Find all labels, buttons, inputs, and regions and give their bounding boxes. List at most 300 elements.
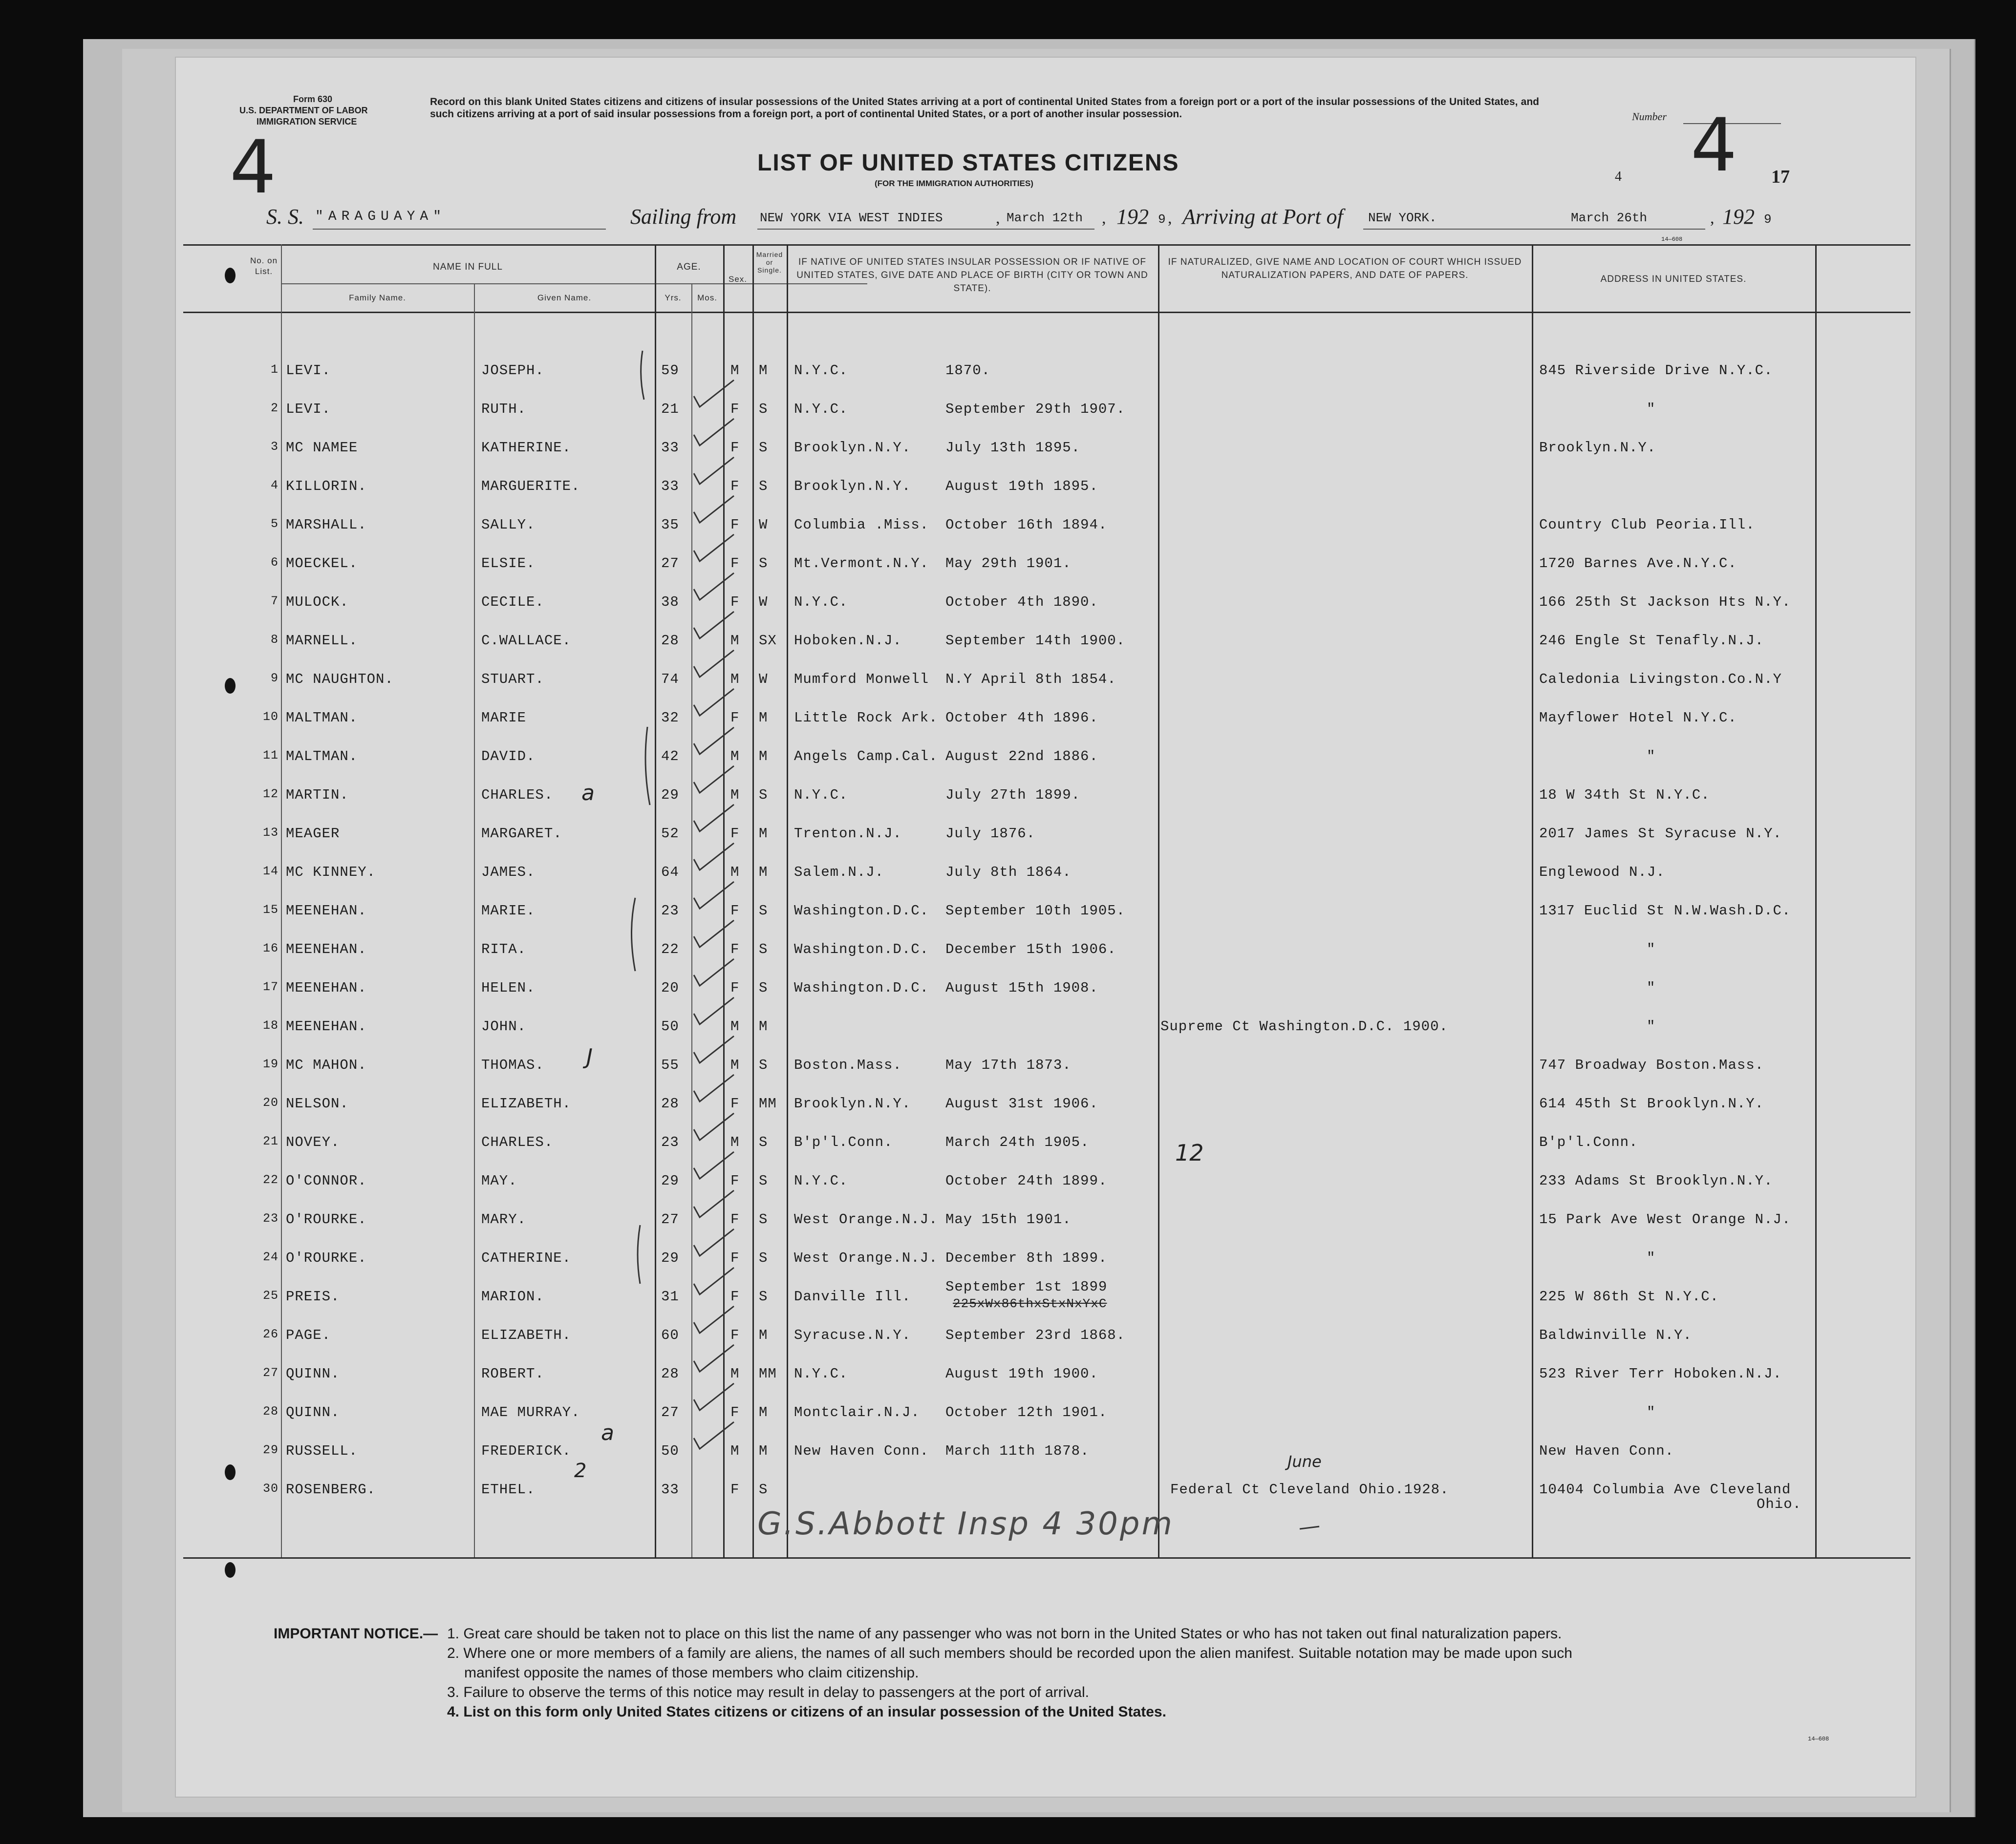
cell-no: 26 [262,1327,279,1341]
cell-given: HELEN. [481,980,536,996]
col-sex-header: Sex. [728,275,748,284]
arrival-year: 192 [1722,205,1755,229]
cell-date: October 4th 1890. [945,594,1098,610]
cell-sex: M [730,633,740,649]
cell-sex: M [730,748,740,764]
col-married-header: Married or Single. [756,251,783,274]
check-mark-icon [694,1422,734,1449]
cell-given: CHARLES. [481,787,554,803]
cell-family: MOECKEL. [286,555,358,572]
cell-age: 28 [661,1096,679,1112]
cell-ms: S [759,1134,768,1150]
cell-addr: Country Club Peoria.Ill. [1539,517,1755,533]
cell-family: QUINN. [286,1404,340,1420]
arriving-label: Arriving at Port of [1182,205,1343,229]
cell-no: 27 [262,1366,279,1380]
comma-2: , [1102,209,1106,227]
cell-given: MAY. [481,1173,517,1189]
notice-item-3: 3. Failure to observe the terms of this notice may result in delay to passengers at the port of arrival. [447,1684,1089,1700]
cell-family: MARNELL. [286,633,358,649]
cell-ms: M [759,748,768,764]
cell-date: March 11th 1878. [945,1443,1090,1459]
page-ref-left: 4 [1615,169,1622,184]
cell-family: MEENEHAN. [286,941,367,957]
cell-place: Mumford Monwell [794,671,929,687]
cell-age: 33 [661,440,679,456]
cell-given: CATHERINE. [481,1250,572,1266]
cell-addr: Caledonia Livingston.Co.N.Y [1539,671,1782,687]
cell-date: September 29th 1907. [945,401,1126,417]
cell-date: August 31st 1906. [945,1096,1098,1112]
cell-sex: F [730,941,740,957]
page-title: LIST OF UNITED STATES CITIZENS [757,150,1180,176]
cell-given: CECILE. [481,594,544,610]
cell-family: ROSENBERG. [286,1482,376,1498]
cell-no: 30 [262,1482,279,1496]
cell-sex: F [730,1404,740,1420]
cell-age: 27 [661,1211,679,1228]
cell-given: ELIZABETH. [481,1096,572,1112]
cell-place: Little Rock Ark. [794,710,938,726]
cell-ms: W [759,594,768,610]
record-note: Record on this blank United States citizens and citizens of insular possessions of the United States arriving at a port of continental United States from a foreign port or a port of the insular possessions of the United States, and such citizens arriving at a port of said insular possessions from a foreign port, a port of continental United States, or a port of another insular possession. [430,96,1539,120]
check-mark-icon [694,1036,734,1063]
cell-given: MAE MURRAY. [481,1404,580,1420]
cell-place: Brooklyn.N.Y. [794,478,911,494]
cell-family: QUINN. [286,1366,340,1382]
cell-date: May 17th 1873. [945,1057,1072,1073]
cell-place: New Haven Conn. [794,1443,929,1459]
cell-no: 14 [262,864,279,878]
cell-addr: 1317 Euclid St N.W.Wash.D.C. [1539,903,1791,919]
notice-item-2b: manifest opposite the names of those members who claim citizenship. [464,1665,919,1681]
cell-ms: S [759,903,768,919]
check-mark-icon [694,805,734,831]
cell-no: 4 [270,478,279,492]
cell-date-struck: 225xWx86thxStxNxYxC [953,1296,1107,1311]
cell-age: 23 [661,1134,679,1150]
cell-sex: F [730,1211,740,1228]
cell-place: N.Y.C. [794,594,848,610]
cell-family: MALTMAN. [286,710,358,726]
cell-date: N.Y April 8th 1854. [945,671,1116,687]
cell-age: 64 [661,864,679,880]
cell-place: N.Y.C. [794,1173,848,1189]
cell-no: 24 [262,1250,279,1264]
cell-place: Trenton.N.J. [794,826,902,842]
cell-age: 20 [661,980,679,996]
cell-age: 33 [661,1482,679,1498]
cell-given: FREDERICK. [481,1443,572,1459]
check-mark-icon [694,457,734,484]
cell-date: September 10th 1905. [945,903,1126,919]
pencil-bracket [641,351,644,400]
cell-given: MARIE [481,710,527,726]
cell-date: September 23rd 1868. [945,1327,1126,1343]
cell-given: THOMAS. [481,1057,544,1073]
handwritten-number-left: 4 [230,125,277,210]
cell-ms: W [759,671,768,687]
cell-date: July 1876. [945,826,1036,842]
cell-addr: " [1647,401,1656,417]
check-mark-icon [694,766,734,793]
cell-age: 50 [661,1443,679,1459]
cell-addr: 166 25th St Jackson Hts N.Y. [1539,594,1791,610]
cell-addr: " [1647,748,1656,764]
cell-date: September 1st 1899 [945,1279,1108,1295]
annotation-row12: a [581,781,595,805]
margin-note-12: 12 [1175,1140,1204,1166]
printer-code: 14—608 [1661,236,1683,243]
cell-family: MULOCK. [286,594,349,610]
cell-sex: F [730,1289,740,1305]
cell-addr: 614 45th St Brooklyn.N.Y. [1539,1096,1764,1112]
cell-no: 10 [262,710,279,724]
cell-family: MC MAHON. [286,1057,367,1073]
cell-ms: M [759,710,768,726]
arrival-date: March 26th [1571,211,1648,225]
cell-sex: M [730,1134,740,1150]
cell-sex: F [730,1096,740,1112]
cell-ms: M [759,1404,768,1420]
cell-place: Hoboken.N.J. [794,633,902,649]
cell-ms: M [759,1443,768,1459]
cell-sex: F [730,1327,740,1343]
cell-date: December 8th 1899. [945,1250,1108,1266]
cell-given: MARGUERITE. [481,478,580,494]
cell-age: 59 [661,362,679,379]
sailing-from: NEW YORK VIA WEST INDIES [760,211,943,225]
sailing-label: Sailing from [630,205,737,229]
cell-date: August 19th 1900. [945,1366,1098,1382]
page-ref-right: 17 [1771,167,1790,187]
cell-no: 12 [262,787,279,801]
annotation-june: June [1287,1452,1322,1471]
comma-3: , [1168,209,1172,227]
cell-given: ROBERT. [481,1366,544,1382]
cell-date: October 24th 1899. [945,1173,1108,1189]
notice-heading: IMPORTANT NOTICE.— [274,1626,438,1642]
cell-given: ETHEL. [481,1482,536,1498]
cell-age: 42 [661,748,679,764]
cell-age: 29 [661,1173,679,1189]
cell-addr: 845 Riverside Drive N.Y.C. [1539,362,1773,379]
cell-family: MALTMAN. [286,748,358,764]
cell-date: 1870. [945,362,991,379]
cell-place: N.Y.C. [794,401,848,417]
check-mark-icon [694,534,734,561]
cell-date: July 13th 1895. [945,440,1081,456]
cell-date: May 15th 1901. [945,1211,1072,1228]
cell-ms: M [759,362,768,379]
cell-addr: 10404 Columbia Ave Cleveland [1539,1482,1791,1498]
cell-ms: S [759,440,768,456]
cell-addr: Mayflower Hotel N.Y.C. [1539,710,1737,726]
cell-place: Boston.Mass. [794,1057,902,1073]
comma-4: , [1710,209,1715,227]
cell-family: NOVEY. [286,1134,340,1150]
cell-date: July 27th 1899. [945,787,1081,803]
cell-no: 23 [262,1211,279,1226]
cell-age: 38 [661,594,679,610]
cell-ms: S [759,1289,768,1305]
cell-date: March 24th 1905. [945,1134,1090,1150]
department: U.S. DEPARTMENT OF LABOR [239,106,368,115]
cell-ms: S [759,1482,768,1498]
cell-no: 19 [262,1057,279,1071]
cell-family: O'ROURKE. [286,1250,367,1266]
cell-date: October 16th 1894. [945,517,1108,533]
col-age-header: AGE. [677,262,701,272]
cell-no: 20 [262,1096,279,1110]
cell-family: MEAGER [286,826,340,842]
col-given-header: Given Name. [537,293,592,302]
cell-addr: 225 W 86th St N.Y.C. [1539,1289,1719,1305]
cell-place: Mt.Vermont.N.Y. [794,555,929,572]
cell-sex: M [730,1366,740,1382]
cell-sex: F [730,1250,740,1266]
cell-sex: F [730,710,740,726]
cell-family: MEENEHAN. [286,980,367,996]
cell-age: 28 [661,633,679,649]
cell-ms: S [759,1173,768,1189]
cell-age: 27 [661,555,679,572]
cell-family: NELSON. [286,1096,349,1112]
pencil-bracket [645,727,650,805]
cell-addr: Englewood N.J. [1539,864,1665,880]
cell-ms: S [759,1250,768,1266]
cell-place: Danville Ill. [794,1289,911,1305]
cell-place: Syracuse.N.Y. [794,1327,911,1343]
cell-age: 28 [661,1366,679,1382]
cell-given: MARY. [481,1211,527,1228]
cell-family: MARSHALL. [286,517,367,533]
cell-family: MC NAUGHTON. [286,671,394,687]
cell-family: MEENEHAN. [286,1018,367,1035]
cell-given: RITA. [481,941,527,957]
cell-given: CHARLES. [481,1134,554,1150]
cell-no: 9 [270,671,279,685]
cell-addr: 747 Broadway Boston.Mass. [1539,1057,1764,1073]
check-mark-icon [694,1345,734,1372]
cell-place: Brooklyn.N.Y. [794,1096,911,1112]
arrival-year-digit: 9 [1764,212,1772,227]
cell-place: West Orange.N.J. [794,1250,938,1266]
cell-no: 21 [262,1134,279,1148]
cell-no: 2 [270,401,279,415]
cell-ms: S [759,478,768,494]
ship-name: "ARAGUAYA" [315,209,447,224]
cell-sex: F [730,903,740,919]
annotation-row29: a [601,1420,614,1445]
cell-age: 27 [661,1404,679,1420]
cell-given: ELSIE. [481,555,536,572]
cell-age: 29 [661,1250,679,1266]
cell-given: ELIZABETH. [481,1327,572,1343]
ss-label: S. S. [266,205,304,229]
cell-given: C.WALLACE. [481,633,572,649]
number-label: Number [1632,110,1667,123]
cell-place: N.Y.C. [794,1366,848,1382]
cell-ms: S [759,401,768,417]
cell-sex: F [730,826,740,842]
cell-sex: M [730,864,740,880]
check-mark-icon [694,1383,734,1410]
cell-sex: F [730,555,740,572]
cell-addr: Baldwinville N.Y. [1539,1327,1692,1343]
manifest-sheet [176,58,1915,1797]
cell-no: 15 [262,903,279,917]
check-mark-icon [694,496,734,523]
check-mark-icon [694,959,734,986]
cell-family: PAGE. [286,1327,331,1343]
cell-addr: 233 Adams St Brooklyn.N.Y. [1539,1173,1773,1189]
cell-age: 50 [661,1018,679,1035]
cell-ms: W [759,517,768,533]
cell-sex: F [730,980,740,996]
cell-place: N.Y.C. [794,787,848,803]
cell-addr: 18 W 34th St N.Y.C. [1539,787,1710,803]
cell-date: September 14th 1900. [945,633,1126,649]
cell-place: Angels Camp.Cal. [794,748,938,764]
cell-age: 52 [661,826,679,842]
cell-ms: M [759,1018,768,1035]
annotation-row30: 2 [574,1460,587,1482]
check-mark-icon [694,997,734,1024]
cell-age: 35 [661,517,679,533]
cell-ms: S [759,1057,768,1073]
cell-no: 18 [262,1018,279,1033]
cell-age: 21 [661,401,679,417]
sailing-year: 192 [1116,205,1149,229]
cell-sex: M [730,787,740,803]
cell-ms: M [759,864,768,880]
notice-item-2: 2. Where one or more members of a family are aliens, the names of all such members should be recorded upon the alien manifest. Suitable notation may be made upon such [447,1645,1572,1661]
inspector-note: G.S.Abbott Insp 4 30pm [757,1506,1174,1542]
cell-ms: MM [759,1366,777,1382]
col-naturalized-header: IF NATURALIZED, GIVE NAME AND LOCATION OF COURT WHICH ISSUED NATURALIZATION PAPERS, AND DATE OF PAPERS. [1168,257,1522,280]
cell-date: May 29th 1901. [945,555,1072,572]
cell-no: 13 [262,826,279,840]
cell-sex: F [730,517,740,533]
cell-date: October 4th 1896. [945,710,1098,726]
cell-sex: M [730,1018,740,1035]
cell-ms: S [759,980,768,996]
cell-no: 6 [270,555,279,570]
cell-date: August 22nd 1886. [945,748,1098,764]
cell-sex: F [730,1482,740,1498]
cell-family: PREIS. [286,1289,340,1305]
cell-age: 60 [661,1327,679,1343]
cell-ms: S [759,555,768,572]
cell-age: 74 [661,671,679,687]
cell-place: West Orange.N.J. [794,1211,938,1228]
cell-ms: MM [759,1096,777,1112]
cell-no: 17 [262,980,279,994]
cell-family: MARTIN. [286,787,349,803]
check-mark-icon [694,1190,734,1217]
check-mark-icon [694,419,734,445]
cell-date: August 19th 1895. [945,478,1098,494]
cell-family: MC KINNEY. [286,864,376,880]
cell-given: SALLY. [481,517,536,533]
cell-place: N.Y.C. [794,362,848,379]
check-mark-icon [694,1113,734,1140]
handwritten-number-right: 4 [1691,103,1737,188]
cell-addr: " [1647,1250,1656,1266]
col-birth-header: IF NATIVE OF UNITED STATES INSULAR POSSESSION OR IF NATIVE OF UNITED STATES, GIVE DATE AND PLACE OF BIRTH (CITY OR TOWN AND STATE). [796,257,1148,294]
check-mark-icon [694,1306,734,1333]
cell-addr: 523 River Terr Hoboken.N.J. [1539,1366,1782,1382]
cell-ms: S [759,941,768,957]
form-number: Form 630 [293,94,333,104]
cell-no: 16 [262,941,279,955]
cell-place: Washington.D.C. [794,980,929,996]
cell-addr: " [1647,980,1656,996]
cell-age: 29 [661,787,679,803]
cell-sex: F [730,1173,740,1189]
cell-family: MC NAMEE [286,440,358,456]
cell-addr: New Haven Conn. [1539,1443,1674,1459]
pencil-bracket [638,1225,640,1284]
cell-no: 1 [270,362,279,377]
sailing-year-digit: 9 [1158,212,1166,227]
cell-no: 29 [262,1443,279,1457]
notice-item-4: 4. List on this form only United States citizens or citizens of an insular possession of the United States. [447,1704,1166,1720]
check-mark-icon [694,727,734,754]
check-mark-icon [694,882,734,909]
cell-family: KILLORIN. [286,478,367,494]
col-address-header: ADDRESS IN UNITED STATES. [1600,274,1747,284]
cell-sex: F [730,440,740,456]
cell-given: STUART. [481,671,544,687]
cell-addr: B'p'l.Conn. [1539,1134,1638,1150]
cell-age: 31 [661,1289,679,1305]
cell-no: 5 [270,517,279,531]
cell-family: MEENEHAN. [286,903,367,919]
cell-place: Salem.N.J. [794,864,884,880]
cell-place: B'p'l.Conn. [794,1134,893,1150]
cell-addr: 2017 James St Syracuse N.Y. [1539,826,1782,842]
arrival-port: NEW YORK. [1368,211,1437,225]
cell-sex: M [730,1057,740,1073]
footer-code: 14—608 [1808,1736,1829,1742]
cell-age: 55 [661,1057,679,1073]
comma-1: , [996,209,1000,227]
col-name-header: NAME IN FULL [433,262,503,272]
cell-given: JOHN. [481,1018,527,1035]
cell-given: KATHERINE. [481,440,572,456]
cell-date: August 15th 1908. [945,980,1098,996]
notice-item-1: 1. Great care should be taken not to place on this list the name of any passenger who was not born in the United States or who has not taken out final naturalization papers. [447,1626,1562,1642]
cell-place: Brooklyn.N.Y. [794,440,911,456]
check-mark-icon [694,650,734,677]
cell-date: July 8th 1864. [945,864,1072,880]
cell-no: 11 [262,748,279,763]
service: IMMIGRATION SERVICE [257,117,357,127]
check-mark-icon [694,573,734,600]
check-mark-icon [694,1152,734,1179]
cell-place: Washington.D.C. [794,903,929,919]
check-mark-icon [694,1229,734,1256]
pencil-bracket [632,898,636,971]
cell-ms: S [759,787,768,803]
cell-given: DAVID. [481,748,536,764]
cell-age: 32 [661,710,679,726]
cell-place: Columbia .Miss. [794,517,929,533]
cell-ms: M [759,826,768,842]
check-mark-icon [694,1075,734,1102]
